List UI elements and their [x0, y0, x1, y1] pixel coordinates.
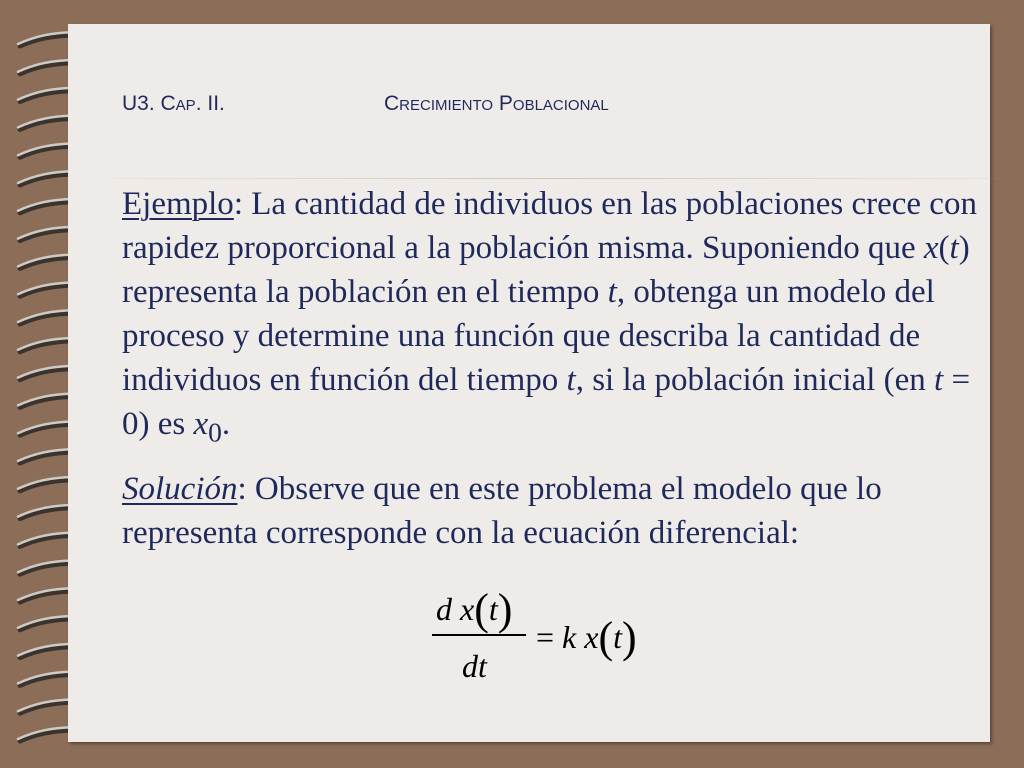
example-text-1: : La cantidad de individuos en las poblaciones crece con rapidez proporcional a la población misma. Suponiendo que [122, 186, 977, 266]
var-x0: x [193, 406, 209, 442]
solution-paragraph [122, 467, 992, 555]
fraction-bar [432, 634, 526, 636]
var-t-2: t [607, 274, 617, 310]
header-divider [112, 178, 1000, 179]
paren-open: ( [938, 230, 950, 266]
example-text-5: = 0) es [122, 362, 971, 442]
fraction-denominator: dt [462, 648, 487, 684]
var-t-4: t [934, 362, 944, 398]
example-text-2: ) representa la población en el tiempo [122, 230, 970, 310]
example-paragraph [122, 182, 992, 455]
example-text-3: , obtenga un modelo del proceso y determine una función que describa la cantidad de individuos en función del tiempo [122, 274, 935, 398]
equation-rhs: = k x(t) [536, 613, 637, 662]
example-label: Ejemplo [122, 186, 234, 222]
solution-label: Solución [122, 470, 238, 507]
fraction-numerator: d x(t) [436, 585, 513, 634]
differential-equation [432, 582, 692, 692]
example-text-4: , si la población inicial (en [575, 362, 935, 398]
var-t: t [949, 230, 959, 266]
chapter-label: U3. Cap. II. [122, 92, 225, 115]
var-x: x [923, 230, 939, 266]
solution-text: : Observe que en este problema el modelo que lo representa corresponde con la ecuación diferencial: [122, 470, 882, 551]
slide-body [122, 182, 992, 555]
example-text-6: . [221, 406, 231, 442]
subscript-0: 0 [208, 416, 222, 448]
var-t-3: t [566, 362, 576, 398]
topic-title: Crecimiento Poblacional [384, 92, 609, 115]
